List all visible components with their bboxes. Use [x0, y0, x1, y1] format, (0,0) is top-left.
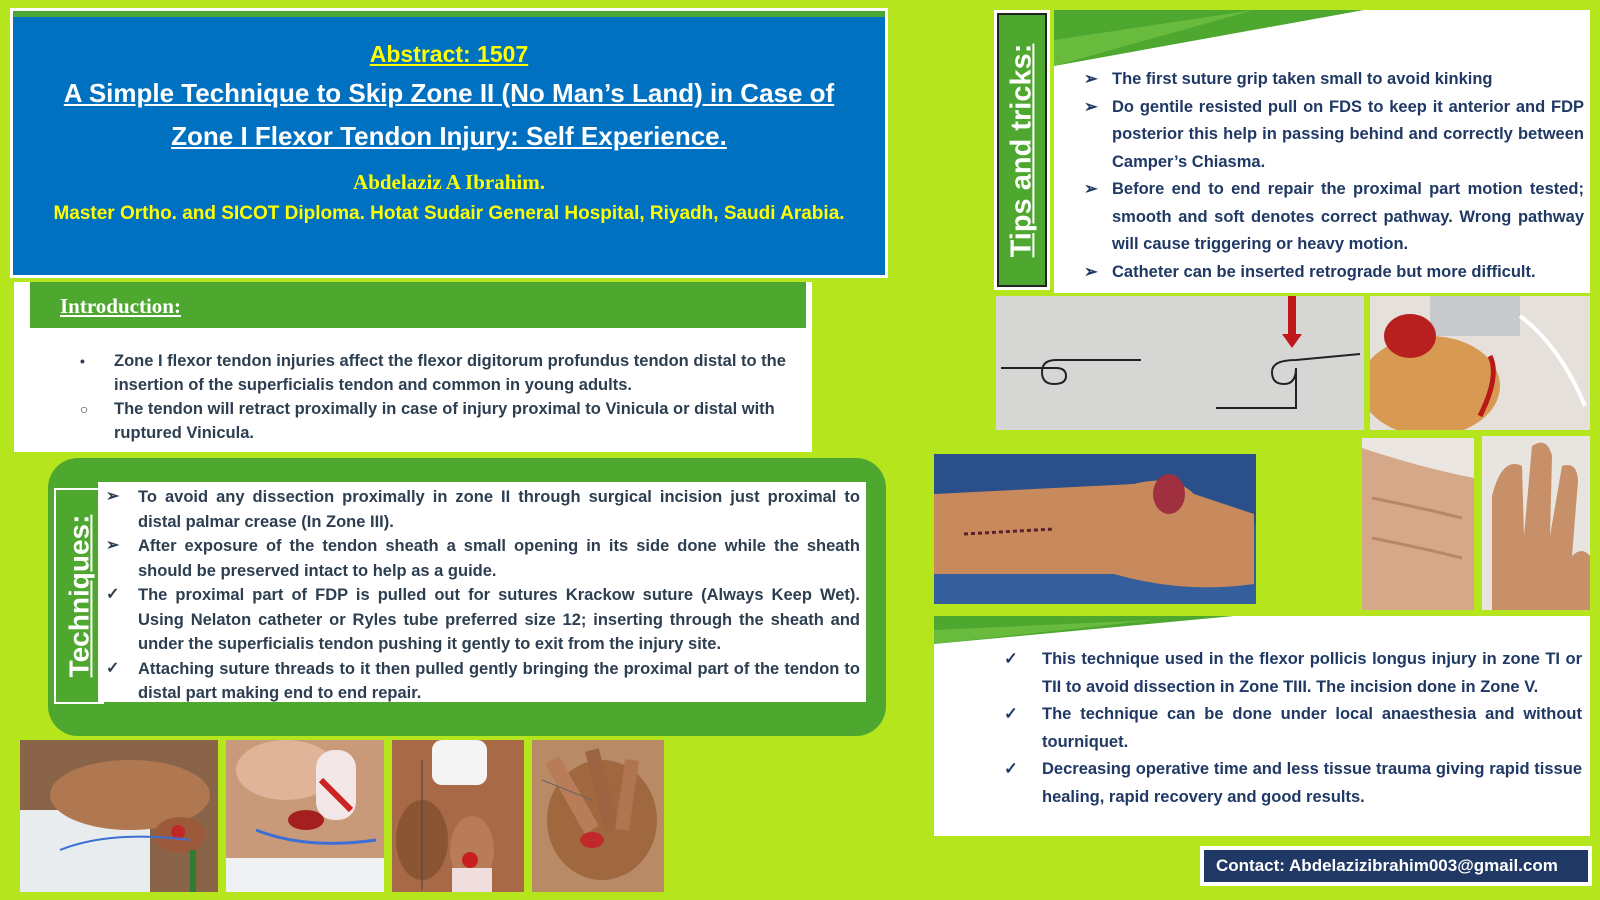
tips-green-swoosh: [1054, 10, 1590, 70]
hand-photo-1-image: [934, 454, 1256, 604]
list-item-text: Catheter can be inserted retrograde but more difficult.: [1112, 262, 1536, 281]
surgery-photo-4: [532, 740, 664, 892]
introduction-heading: Introduction:: [60, 294, 181, 318]
contact-box: [1200, 846, 1592, 886]
suture-diagram-photo: [996, 296, 1364, 430]
contact-email: Contact: Abdelazizibrahim003@gmail.com: [1204, 850, 1588, 882]
list-item: [1084, 94, 1584, 177]
check-bullet-icon: ✓: [106, 586, 120, 603]
check-bullet-icon: ✓: [1004, 760, 1018, 778]
list-item-text: The first suture grip taken small to avoid kinking: [1112, 70, 1493, 88]
list-item: [1004, 646, 1582, 701]
list-item-text: Decreasing operative time and less tissue trauma giving rapid tissue healing, rapid recovery and good results.: [1042, 760, 1582, 806]
check-bullet-icon: ✓: [1004, 705, 1018, 723]
abstract-number: Abstract: 1507: [369, 41, 529, 67]
list-item: [1004, 701, 1582, 756]
tips-panel: [1054, 10, 1590, 293]
surgery-photo-1: [20, 740, 218, 892]
surgery-photo-3: [392, 740, 524, 892]
suture-diagram-image: [996, 296, 1364, 430]
hand-photo-3-image: [1482, 436, 1590, 610]
list-item-text: The tendon will retract proximally in case of injury proximal to Vinicula or distal with ruptured Vinicula.: [114, 400, 775, 442]
surgery-photo-2: [226, 740, 384, 892]
list-item: [1084, 66, 1584, 94]
surgery-photo-1-image: [20, 740, 218, 892]
title-line-1: A Simple Technique to Skip Zone II (No Man’s Land) in Case of: [63, 78, 835, 108]
bullet-icon: •: [80, 353, 85, 369]
check-bullet-icon: ✓: [1004, 650, 1018, 668]
list-item: [66, 397, 806, 445]
list-item-text: Zone I flexor tendon injuries affect the flexor digitorum profundus tendon distal to the insertion of the superficialis tendon and common in young adults.: [114, 352, 786, 394]
introduction-panel: [14, 282, 812, 452]
surgery-photo-4-image: [532, 740, 664, 892]
list-item: [1004, 756, 1582, 811]
header-panel: [10, 8, 888, 278]
list-item-text: Before end to end repair the proximal part motion tested; smooth and soft denotes correct pathway. Wrong pathway will cause triggering or heavy motion.: [1112, 180, 1584, 253]
outcome-green-swoosh: [934, 616, 1590, 646]
surgery-photo-3-image: [392, 740, 524, 892]
poster-title: [13, 72, 885, 158]
tips-list: [1084, 66, 1584, 286]
techniques-label-box: [54, 488, 104, 704]
arrow-bullet-icon: ➢: [106, 488, 120, 505]
header-inner: [13, 11, 885, 275]
hand-photo-2-image: [1362, 438, 1474, 610]
arrow-bullet-icon: ➢: [1084, 70, 1098, 88]
list-item-text: Attaching suture threads to it then pulled gently bringing the proximal part of the tendon to distal part making end to end repair.: [138, 659, 860, 702]
check-bullet-icon: ✓: [106, 659, 120, 677]
surgery-photo-2-image: [226, 740, 384, 892]
surgery-photo-5-image: [1370, 296, 1590, 430]
author-affiliation: Master Ortho. and SICOT Diploma. Hotat Sudair General Hospital, Riyadh, Saudi Arabia.: [53, 203, 845, 224]
tips-heading: Tips and tricks:: [1005, 43, 1038, 257]
tips-label-inner: [997, 13, 1047, 287]
list-item-text: After exposure of the tendon sheath a small opening in its side done while the sheath should be preserved intact to help as a guide.: [138, 537, 860, 580]
list-item-text: This technique used in the flexor pollicis longus injury in zone TI or TII to avoid dissection in Zone TIII. The incision done in Zone V.: [1042, 650, 1582, 696]
circle-bullet-icon: ○: [80, 401, 89, 417]
surgery-photo-5: [1370, 296, 1590, 430]
author-name: Abdelaziz A Ibrahim.: [353, 170, 545, 194]
hand-photo-1: [934, 454, 1256, 604]
list-item: [106, 534, 860, 583]
list-item: [66, 349, 806, 397]
hand-photo-2: [1362, 438, 1474, 610]
list-item-text: The technique can be done under local anaesthesia and without tourniquet.: [1042, 705, 1582, 751]
arrow-bullet-icon: ➢: [106, 537, 120, 554]
techniques-list: [98, 482, 866, 702]
techniques-heading: Techniques:: [63, 514, 94, 678]
title-line-2: Zone I Flexor Tendon Injury: Self Experience.: [171, 121, 727, 151]
list-item: [1084, 176, 1584, 259]
arrow-bullet-icon: ➢: [1084, 262, 1098, 281]
outcome-panel: [934, 616, 1590, 836]
list-item: [106, 583, 860, 657]
list-item-text: The proximal part of FDP is pulled out for sutures Krackow suture (Always Keep Wet). Using Nelaton catheter or Ryles tube preferred size 12; inserting through the sheath and under the superficialis tendon pushing it gently to exit from the injury site.: [138, 586, 860, 653]
list-item: [106, 485, 860, 534]
arrow-bullet-icon: ➢: [1084, 180, 1098, 198]
list-item: [1084, 259, 1584, 287]
list-item-text: Do gentile resisted pull on FDS to keep it anterior and FDP posterior this help in passing behind and correctly between Camper’s Chiasma.: [1112, 97, 1584, 171]
arrow-bullet-icon: ➢: [1084, 97, 1098, 116]
list-item: [106, 657, 860, 706]
techniques-panel: [48, 458, 886, 736]
introduction-heading-bar: [30, 282, 806, 328]
hand-photo-3: [1482, 436, 1590, 610]
tips-label-box: [994, 10, 1050, 290]
outcome-list: [1004, 646, 1582, 811]
introduction-list: [66, 349, 806, 445]
list-item-text: To avoid any dissection proximally in zone II through surgical incision just proximal to distal palmar crease (In Zone III).: [138, 488, 860, 531]
